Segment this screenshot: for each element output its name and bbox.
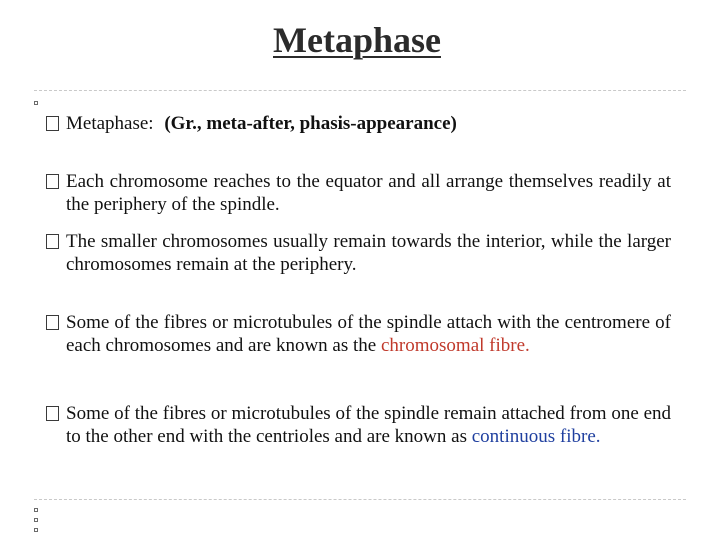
list-item (66, 112, 671, 135)
page-title: Metaphase (273, 20, 441, 60)
bullet-icon (46, 174, 59, 189)
item-text: (Gr., meta-after, phasis-appearance) (164, 113, 457, 134)
top-divider (34, 90, 686, 91)
corner-marker (34, 518, 38, 522)
list-item (66, 230, 671, 276)
list-item (66, 402, 671, 448)
corner-marker (34, 528, 38, 532)
bullet-icon (46, 234, 59, 249)
bullet-icon (46, 315, 59, 330)
list-item (66, 170, 671, 216)
chromosomal-fibre-term: chromosomal fibre. (380, 335, 530, 356)
item-text: The smaller chromosomes usually remain towards the interior, while the larger chromosomes remain at the periphery. (66, 231, 671, 275)
bottom-divider (34, 499, 686, 500)
bullet-icon (46, 116, 59, 131)
corner-marker (34, 508, 38, 512)
item-label: Metaphase: (66, 113, 154, 134)
item-text: Some of the fibres or microtubules of the spindle remain attached from one end to the other end with the centrioles and are known as (66, 403, 671, 447)
corner-marker (34, 101, 38, 105)
continuous-fibre-term: continuous fibre. (471, 426, 601, 447)
list-item (66, 311, 671, 357)
item-text: Each chromosome reaches to the equator and all arrange themselves readily at the periphery of the spindle. (66, 171, 671, 215)
bullet-icon (46, 406, 59, 421)
item-text: Some of the fibres or microtubules of the spindle attach with the centromere of each chromosomes and are known as the (66, 312, 671, 356)
